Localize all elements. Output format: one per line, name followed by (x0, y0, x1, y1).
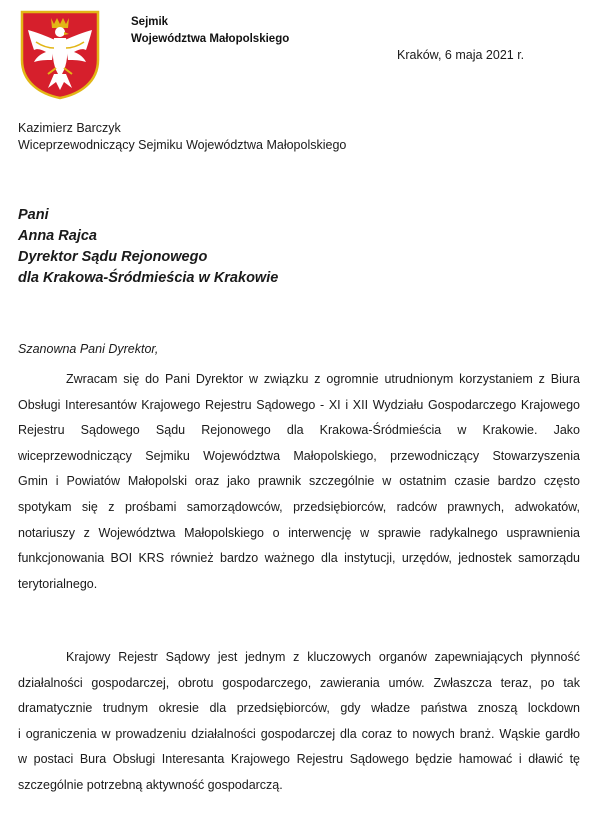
paragraph-2-line: szczególnie potrzebną aktywność gospodarczą. (18, 777, 283, 792)
paragraph-2-line: działalności gospodarczej, obrotu gospodarczego, zawierania umów. Zwłaszcza teraz, po tak (18, 675, 580, 690)
org-line-2: Województwa Małopolskiego (131, 33, 290, 45)
paragraph-2 (18, 645, 580, 799)
letter-date: Kraków, 6 maja 2021 r. (397, 48, 525, 62)
salutation: Szanowna Pani Dyrektor, (18, 342, 159, 356)
recipient-line-3: Dyrektor Sądu Rejonowego (18, 249, 208, 265)
paragraph-1-line: Rejestru Sądowego Sądu Rejonowego dla Krakowa-Śródmieścia w Krakowie. Jako (18, 423, 580, 438)
paragraph-1-line: funkcjonowania BOI KRS również bardzo ważnego dla instytucji, urzędów, jednostek samorządu (18, 551, 580, 566)
paragraph-1 (18, 367, 580, 597)
paragraph-1-line: Gmin i Powiatów Małopolski oraz jako prawnik szczególnie w ostatnim czasie bardzo często (18, 474, 580, 489)
paragraph-1-line: Zwracam się do Pani Dyrektor w związku z ogromnie utrudnionym korzystaniem z Biura (66, 372, 580, 386)
paragraph-1-line: wiceprzewodniczący Sejmiku Województwa Małopolskiego, przewodniczący Stowarzyszenia (18, 448, 580, 463)
organization-name (131, 14, 289, 48)
org-line-1: Sejmik (131, 16, 169, 28)
paragraph-1-line: notariuszy z Województwa Małopolskiego o interwencję w sprawie radykalnego usprawnienia (18, 525, 580, 540)
paragraph-2-line: dramatycznie trudnym okresie dla przedsiębiorców, gdy władze państwa znoszą lockdown (18, 701, 580, 716)
paragraph-2-line: w postaci Bura Obsługi Interesanta Krajowego Rejestru Sądowego będzie hamować i dławić tę (18, 752, 580, 767)
recipient-line-2: Anna Rajca (18, 228, 97, 244)
white-eagle-crest-icon (18, 8, 102, 100)
recipient-line-1: Pani (18, 207, 49, 223)
sender-title: Wiceprzewodniczący Sejmiku Województwa Małopolskiego (18, 138, 347, 152)
paragraph-1-line: spotykam się z prośbami samorządowców, przedsiębiorców, radców prawnych, adwokatów, (18, 499, 580, 514)
paragraph-2-line: i ograniczenia w prowadzeniu działalności gospodarczej dla coraz to nowych branż. Wąskie gardło (18, 726, 580, 741)
paragraph-1-line: Obsługi Interesantów Krajowego Rejestru Sądowego - XI i XII Wydziału Gospodarczego Krajowego (18, 397, 580, 412)
sender-name: Kazimierz Barczyk (18, 121, 121, 135)
recipient-line-4: dla Krakowa-Śródmieścia w Krakowie (18, 270, 279, 286)
paragraph-2-line: Krajowy Rejestr Sądowy jest jednym z kluczowych organów zapewniających płynność (66, 650, 580, 664)
paragraph-1-line: terytorialnego. (18, 576, 98, 591)
recipient-block (18, 205, 278, 289)
sender-block (18, 120, 346, 154)
